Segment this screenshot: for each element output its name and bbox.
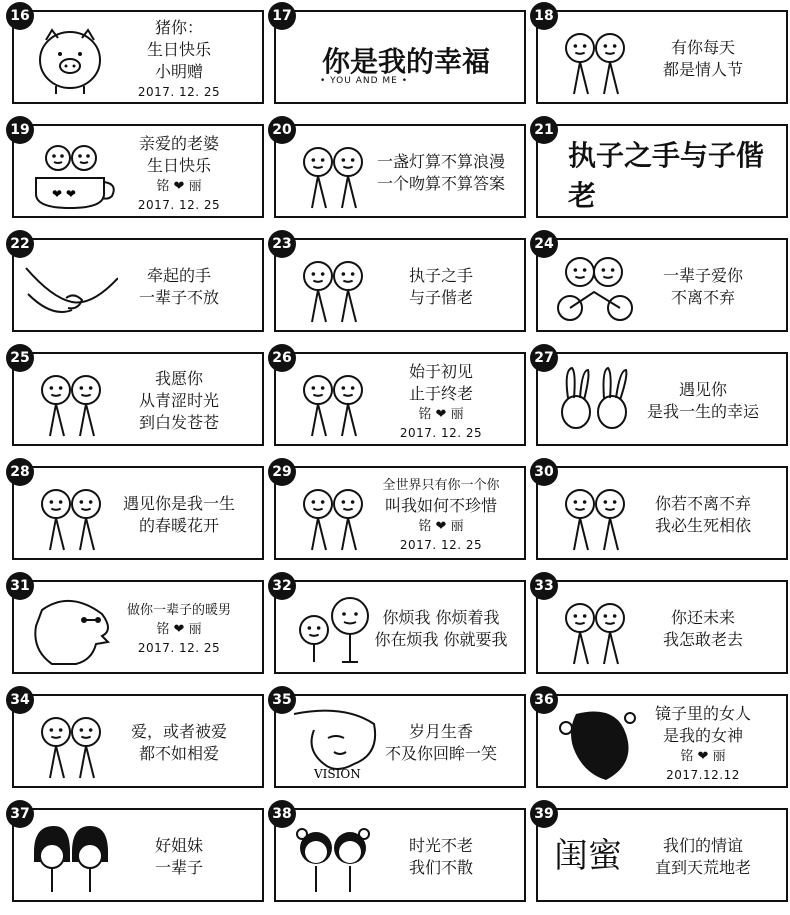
card-signature: 铭 ❤ 丽 [156,622,202,637]
sticker-card-38[interactable] [274,808,526,902]
card-text [104,820,254,894]
card-line: 一辈子 [154,858,203,877]
card-number-badge: 39 [530,800,558,828]
card-line: 猪你： [154,18,203,37]
card-line: 我必生死相依 [654,516,751,535]
card-text [366,136,516,210]
card-number-badge: 35 [268,686,296,714]
card-line: 我怎敢老去 [662,630,743,649]
card-line: 我们不散 [408,858,473,877]
card-text [366,250,516,324]
card-number-badge: 22 [6,230,34,258]
card-date: 2017. 12. 25 [399,425,483,440]
sticker-card-37[interactable] [12,808,264,902]
card-text [104,18,254,99]
card-text [628,478,778,552]
card-line: 有你每天 [670,38,735,57]
sticker-card-35[interactable] [274,694,526,788]
card-date: 2017.12.12 [666,767,740,782]
card-number-badge: 32 [268,572,296,600]
card-line: 我愿你 [154,369,203,388]
card-text [628,22,778,96]
card-line: 遇见你是我一生 [122,494,235,513]
card-line: 都是情人节 [662,60,743,79]
sticker-card-17[interactable] [274,10,526,104]
card-line: 到白发苍苍 [138,413,219,432]
sticker-card-36[interactable] [536,694,788,788]
card-number-badge: 34 [6,686,34,714]
card-number-badge: 27 [530,344,558,372]
sticker-card-28[interactable] [12,466,264,560]
card-line: 是我的女神 [662,725,743,745]
card-number-badge: 20 [268,116,296,144]
card-text [366,706,516,780]
sticker-card-19[interactable] [12,124,264,218]
sticker-card-29[interactable] [274,466,526,560]
card-line: 从青涩时光 [138,391,219,410]
sticker-card-22[interactable] [12,238,264,332]
card-line: 亲爱的老婆 [138,133,219,153]
card-number-badge: 17 [268,2,296,30]
sticker-card-25[interactable] [12,352,264,446]
card-number-badge: 30 [530,458,558,486]
card-line: 你在烦我 你就要我 [374,630,508,649]
card-date: 2017. 12. 25 [137,641,221,655]
card-signature: 铭 ❤ 丽 [418,406,464,422]
card-line: 是我一生的幸运 [646,402,759,421]
svg-text:VISION: VISION [314,767,361,780]
card-number-badge: 24 [530,230,558,258]
card-line: 一辈子不放 [138,288,219,307]
card-text [628,250,778,324]
card-number-badge: 37 [6,800,34,828]
card-text [366,478,516,552]
card-number-badge: 26 [268,344,296,372]
sticker-card-23[interactable] [274,238,526,332]
title-text: 执子之手与子偕老 [568,139,765,212]
card-number-badge: 19 [6,116,34,144]
card-line: 你若不离不弃 [654,494,751,513]
card-title [568,139,768,212]
card-subtitle: • YOU AND ME • [320,76,409,86]
card-line: 镜子里的女人 [654,703,751,723]
card-signature: 铭 ❤ 丽 [680,748,726,764]
sticker-card-27[interactable] [536,352,788,446]
card-text [366,361,516,440]
card-number-badge: 31 [6,572,34,600]
sticker-card-20[interactable] [274,124,526,218]
card-line: 与子偕老 [408,288,473,307]
card-text [366,820,516,894]
card-number-badge: 16 [6,2,34,30]
card-text [366,592,516,666]
sticker-card-39[interactable] [536,808,788,902]
card-line: 我们的情谊 [662,836,743,855]
sticker-card-34[interactable] [12,694,264,788]
card-line: 一盏灯算不算浪漫 [376,152,505,171]
card-line: 小明赠 [154,62,203,81]
card-line: 一个吻算不算答案 [376,174,505,193]
card-line: 做你一辈子的暖男 [126,603,231,618]
card-text [628,592,778,666]
card-signature: 铭 ❤ 丽 [156,178,202,194]
card-line: 全世界只有你一个你 [382,478,500,493]
card-text [104,478,254,552]
card-text [104,133,254,212]
card-line: 一辈子爱你 [662,266,743,285]
card-line: 直到天荒地老 [654,858,751,877]
sticker-card-31[interactable] [12,580,264,674]
card-number-badge: 28 [6,458,34,486]
card-text [628,364,778,438]
svg-text:❤ ❤: ❤ ❤ [52,187,76,201]
sticker-card-21[interactable] [536,124,788,218]
card-line: 止于终老 [408,383,473,403]
card-line: 生日快乐 [146,40,211,59]
card-text [104,706,254,780]
card-line: 好姐妹 [154,836,203,855]
card-line: 始于初见 [408,361,473,381]
sticker-card-30[interactable] [536,466,788,560]
sticker-card-16[interactable] [12,10,264,104]
card-number-badge: 36 [530,686,558,714]
sticker-card-18[interactable] [536,10,788,104]
card-text [628,703,778,782]
sticker-card-33[interactable] [536,580,788,674]
card-text [104,250,254,324]
card-number-badge: 38 [268,800,296,828]
sticker-card-24[interactable] [536,238,788,332]
card-line: 生日快乐 [146,155,211,175]
card-line: 爱，或者被爱 [130,722,227,741]
card-text [104,592,254,666]
card-line: 执子之手 [408,266,473,285]
card-title: 闺蜜 [554,836,622,876]
sticker-card-26[interactable] [274,352,526,446]
card-line: 的春暖花开 [138,516,219,535]
card-line: 牵起的手 [146,266,211,285]
card-text [104,364,254,438]
card-text [628,820,778,894]
card-number-badge: 33 [530,572,558,600]
card-line: 岁月生香 [408,722,473,741]
card-line: 叫我如何不珍惜 [384,496,497,515]
card-signature: 铭 ❤ 丽 [418,519,464,534]
card-line: 不离不弃 [670,288,735,307]
card-line: 遇见你 [678,380,727,399]
title-text: 你是我的幸福 [321,45,490,78]
card-date: 2017. 12. 25 [137,197,221,212]
card-line: 时光不老 [408,836,473,855]
card-date: 2017. 12. 25 [399,538,483,552]
card-line: 你还未来 [670,608,735,627]
card-number-badge: 21 [530,116,558,144]
card-line: 都不如相爱 [138,744,219,763]
card-number-badge: 25 [6,344,34,372]
card-number-badge: 29 [268,458,296,486]
card-line: 你烦我 你烦着我 [382,608,500,627]
card-number-badge: 18 [530,2,558,30]
card-number-badge: 23 [268,230,296,258]
card-line: 不及你回眸一笑 [384,744,497,763]
sticker-card-32[interactable] [274,580,526,674]
card-date: 2017. 12. 25 [137,85,221,99]
